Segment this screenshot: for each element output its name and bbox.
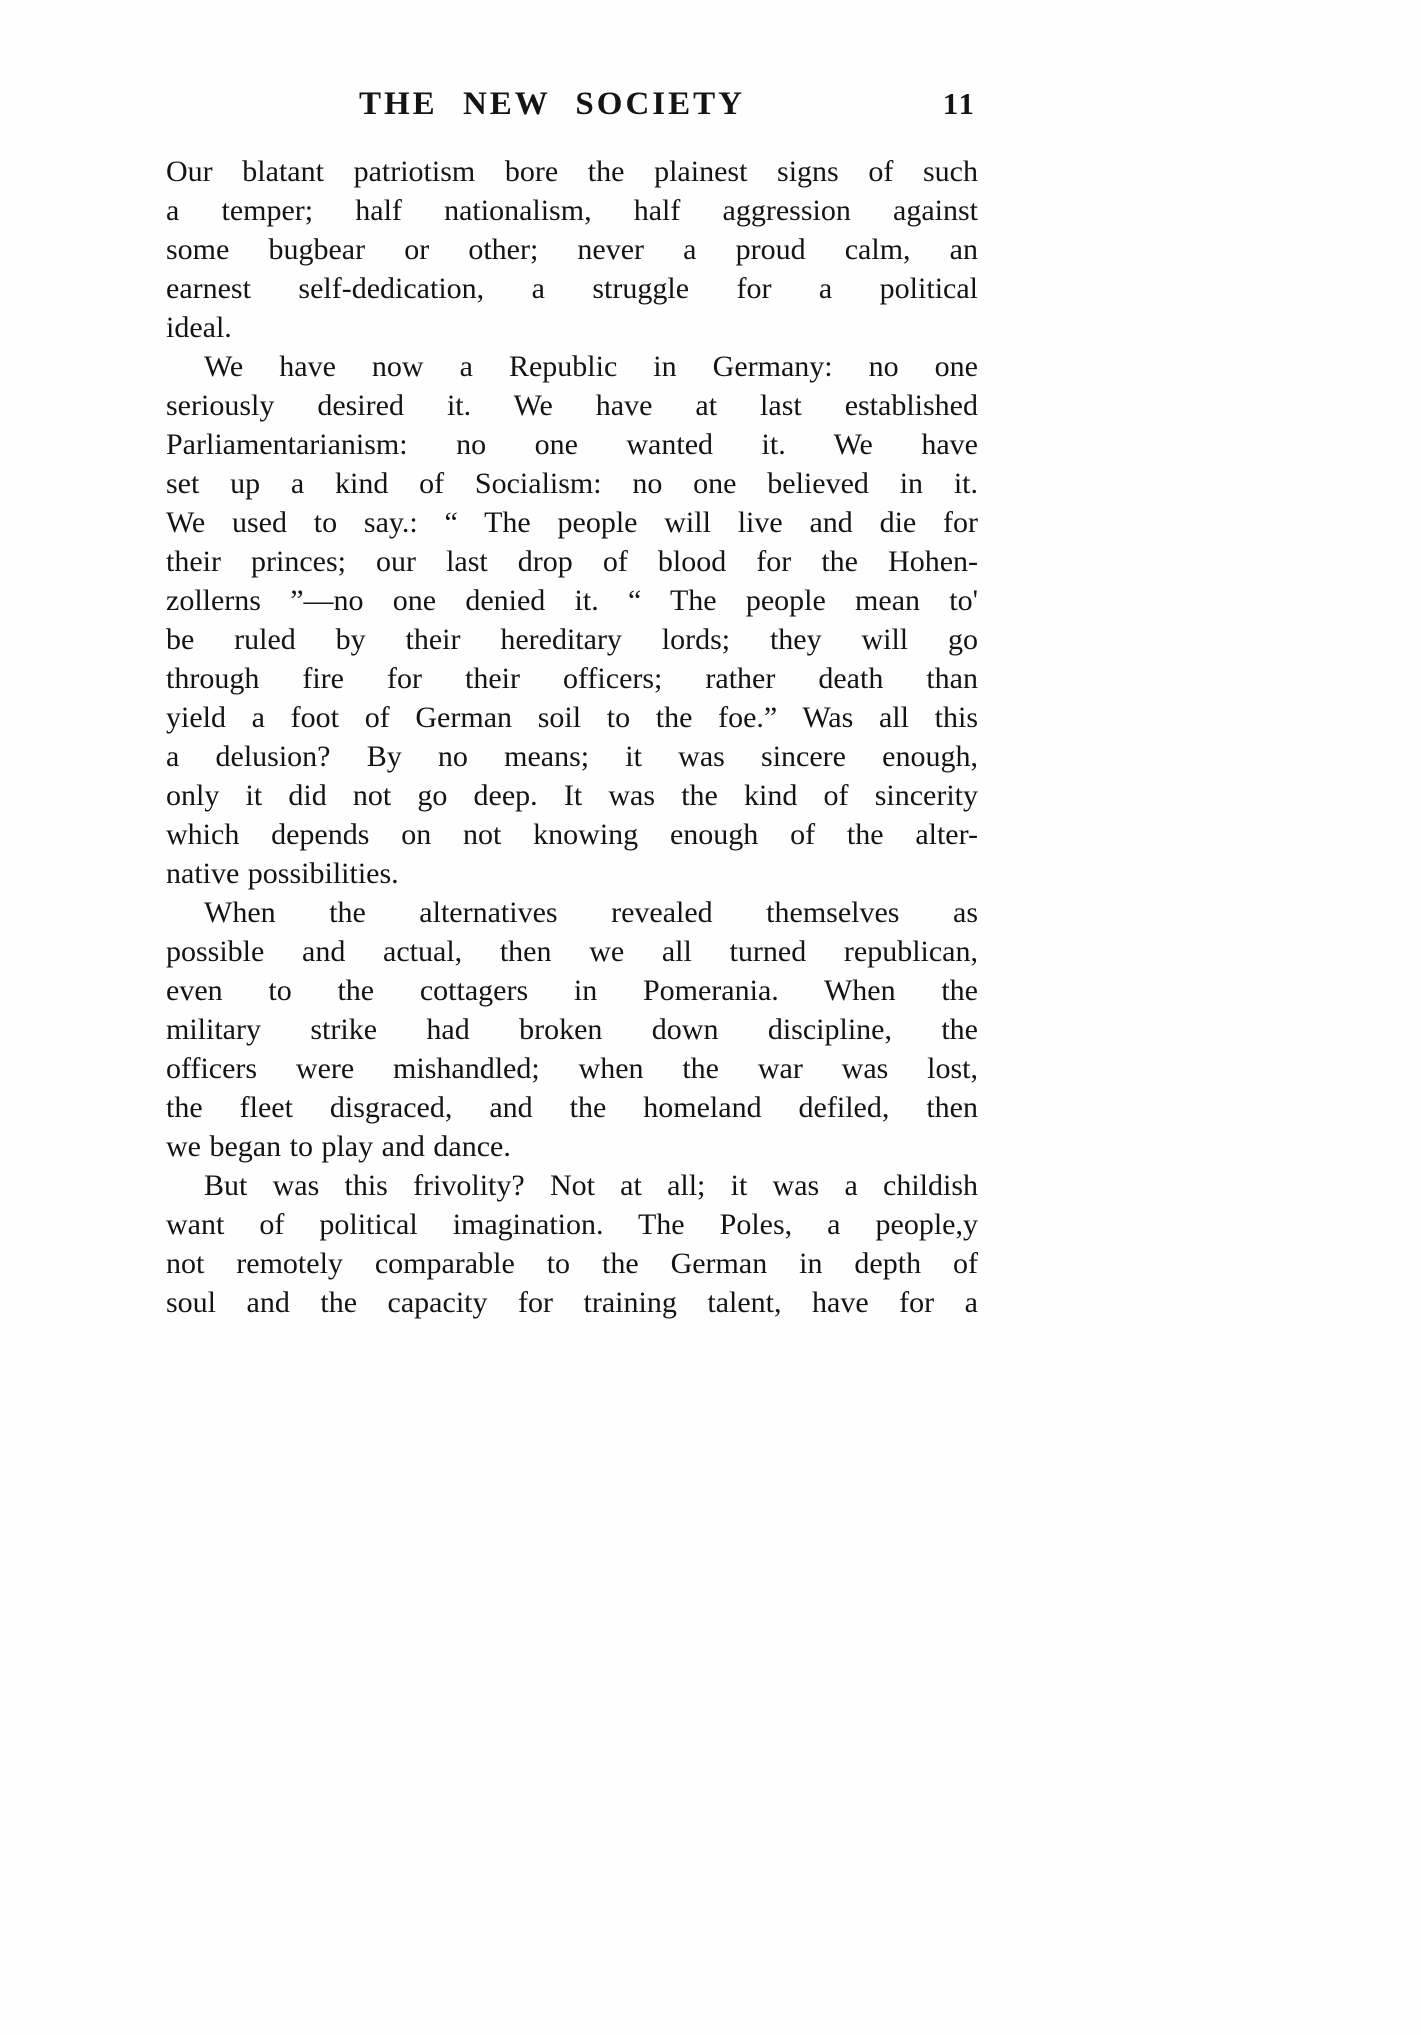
text-line: even to the cottagers in Pomerania. When the — [166, 974, 978, 1007]
page-header — [166, 86, 978, 134]
text-line: some bugbear or other; never a proud calm, an — [166, 233, 978, 266]
text-line: ideal. — [166, 311, 232, 344]
text-line: yield a foot of German soil to the foe.” Was all this — [166, 701, 978, 734]
text-line: we began to play and dance. — [166, 1130, 511, 1163]
body-text — [166, 152, 978, 1322]
text-line: a delusion? By no means; it was sincere enough, — [166, 740, 978, 773]
text-line: earnest self-dedication, a struggle for a political — [166, 272, 978, 305]
text-line: We have now a Republic in Germany: no one — [204, 350, 978, 383]
text-line: soul and the capacity for training talent, have for a — [166, 1286, 978, 1319]
text-line: possible and actual, then we all turned republican, — [166, 935, 978, 968]
text-line: through fire for their officers; rather death than — [166, 662, 978, 695]
running-title: THE NEW SOCIETY — [359, 86, 745, 122]
text-line: set up a kind of Socialism: no one believed in it. — [166, 467, 978, 500]
text-line: the fleet disgraced, and the homeland defiled, then — [166, 1091, 978, 1124]
text-line: which depends on not knowing enough of the alter- — [166, 818, 978, 851]
text-line: But was this frivolity? Not at all; it was a childish — [204, 1169, 978, 1202]
text-line: want of political imagination. The Poles, a people,y — [166, 1208, 978, 1241]
text-line: We used to say.: “ The people will live and die for — [166, 506, 978, 539]
text-line: not remotely comparable to the German in depth of — [166, 1247, 978, 1280]
text-line: zollerns ”—no one denied it. “ The people mean to' — [166, 584, 978, 617]
text-line: Our blatant patriotism bore the plainest signs of such — [166, 155, 978, 188]
text-line: When the alternatives revealed themselves as — [204, 896, 978, 929]
text-line: military strike had broken down discipline, the — [166, 1013, 978, 1046]
text-block — [166, 86, 978, 1322]
text-line: officers were mishandled; when the war was lost, — [166, 1052, 978, 1085]
text-line: be ruled by their hereditary lords; they will go — [166, 623, 978, 656]
page-number: 11 — [942, 86, 976, 121]
text-line: a temper; half nationalism, half aggression against — [166, 194, 978, 227]
text-line: their princes; our last drop of blood for the Hohen- — [166, 545, 978, 578]
text-line: only it did not go deep. It was the kind of sincerity — [166, 779, 978, 812]
text-line: seriously desired it. We have at last established — [166, 389, 978, 422]
text-line: native possibilities. — [166, 857, 399, 890]
text-line: Parliamentarianism: no one wanted it. We have — [166, 428, 978, 461]
